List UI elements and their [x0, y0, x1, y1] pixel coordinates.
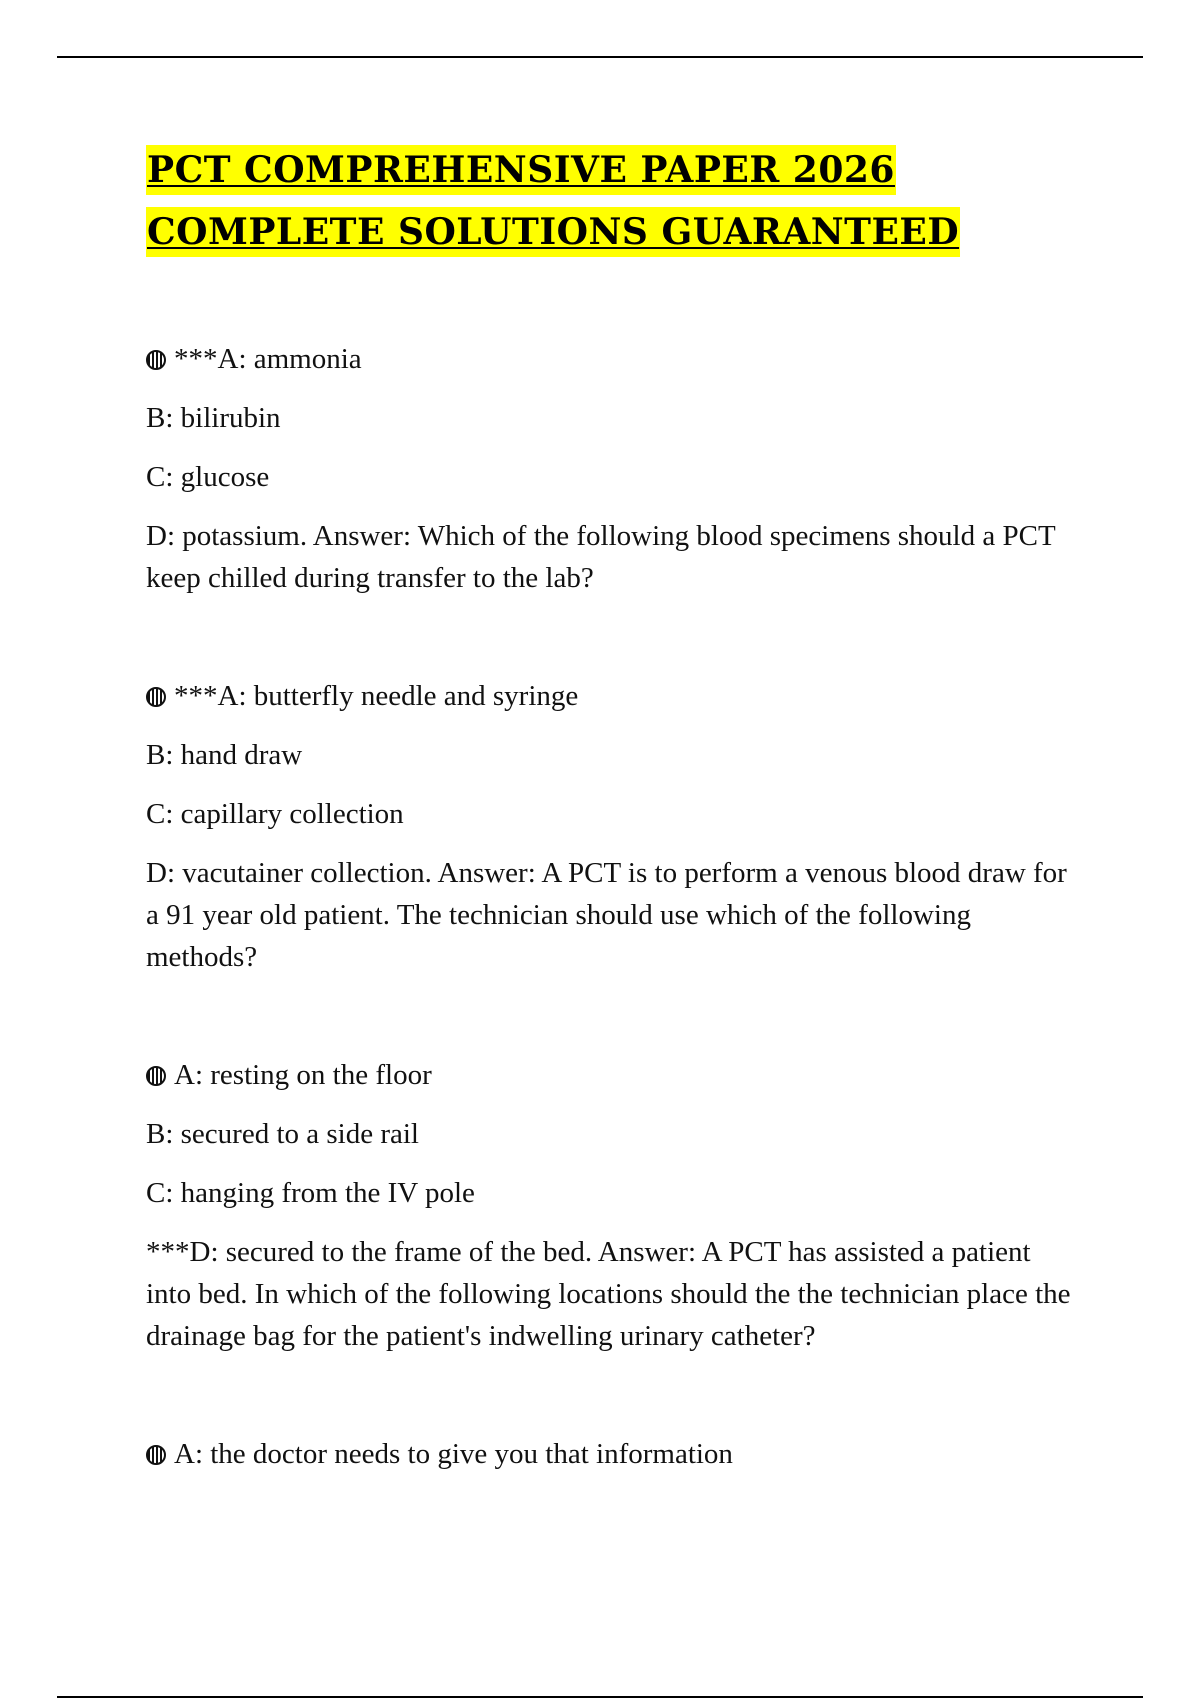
option-text: A: the doctor needs to give you that information: [174, 1438, 733, 1470]
striped-circle-bullet-icon: [146, 1445, 166, 1465]
option-c: C: hanging from the IV pole: [146, 1177, 475, 1209]
option-a: [146, 338, 1076, 380]
title-line-2: COMPLETE SOLUTIONS GUARANTEED: [146, 207, 960, 257]
option-a: [146, 1433, 1076, 1475]
bottom-rule: [57, 1696, 1143, 1698]
striped-circle-bullet-icon: [146, 350, 166, 370]
option-d-answer: D: vacutainer collection. Answer: A PCT is to perform a venous blood draw for a 91 year old patient. The technician should use which of the following methods?: [146, 857, 1067, 973]
striped-circle-bullet-icon: [146, 687, 166, 707]
option-a: [146, 675, 1076, 717]
option-a: [146, 1054, 1076, 1096]
question-list: [146, 338, 1076, 1475]
option-b: B: hand draw: [146, 739, 303, 771]
option-c: C: capillary collection: [146, 798, 404, 830]
question-1: [146, 338, 1076, 599]
option-b: B: secured to a side rail: [146, 1118, 419, 1150]
striped-circle-bullet-icon: [146, 1066, 166, 1086]
document-title: [146, 145, 1106, 257]
option-d-answer: ***D: secured to the frame of the bed. Answer: A PCT has assisted a patient into bed. In which of the following locations should the the technician place the drainage bag for the patient's indwelling urinary catheter?: [146, 1236, 1071, 1352]
option-c: C: glucose: [146, 461, 270, 493]
question-2: [146, 675, 1076, 978]
option-text: ***A: butterfly needle and syringe: [174, 680, 579, 712]
option-b: B: bilirubin: [146, 402, 281, 434]
title-line-1: PCT COMPREHENSIVE PAPER 2026: [146, 145, 896, 195]
question-3: [146, 1054, 1076, 1357]
option-text: ***A: ammonia: [174, 343, 362, 375]
option-d-answer: D: potassium. Answer: Which of the following blood specimens should a PCT keep chilled during transfer to the lab?: [146, 520, 1056, 594]
top-rule: [57, 56, 1143, 58]
question-4: [146, 1433, 1076, 1475]
option-text: A: resting on the floor: [174, 1059, 432, 1091]
